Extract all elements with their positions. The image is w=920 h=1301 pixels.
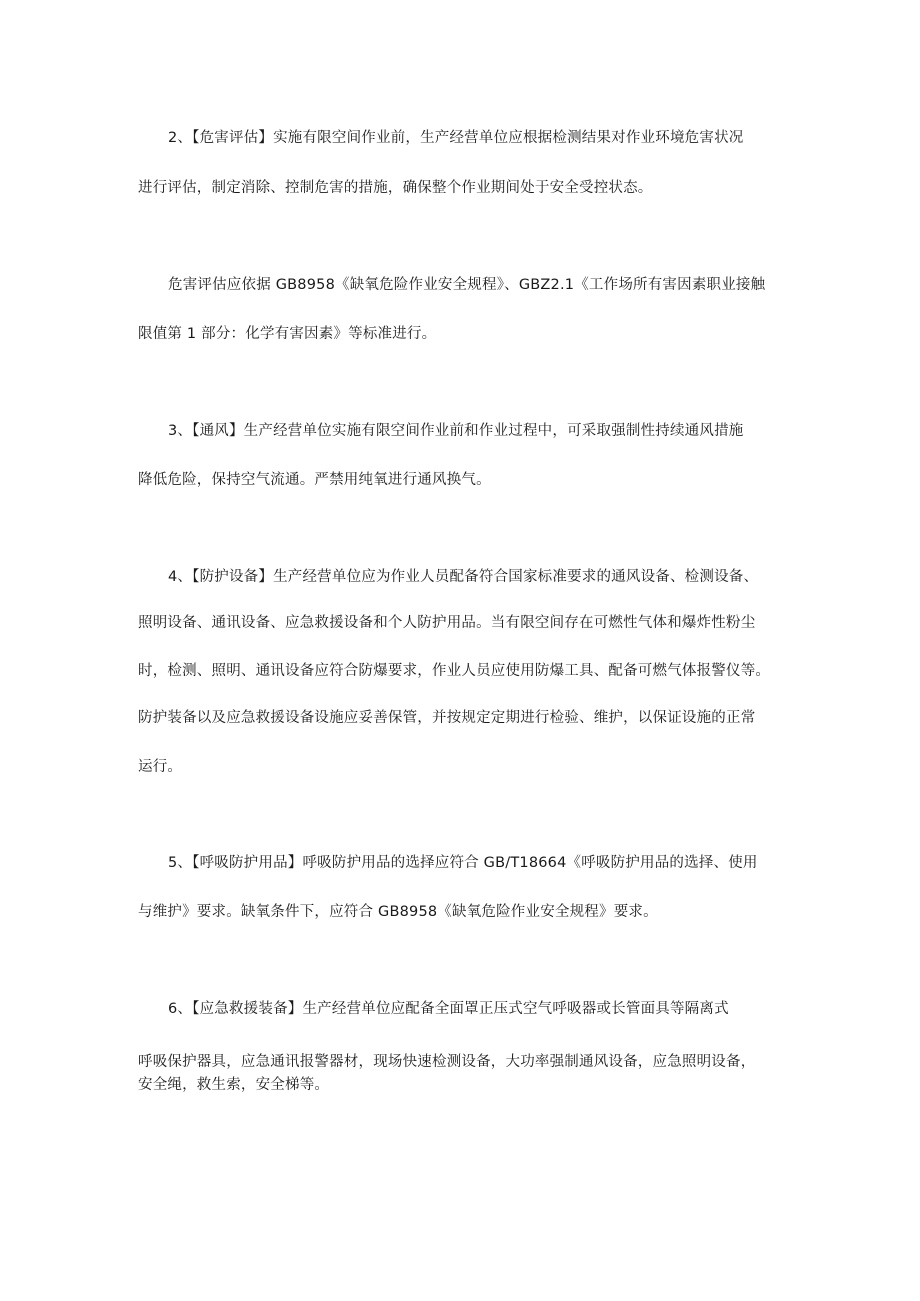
paragraph-5-line-2: 与维护》要求。缺氧条件下，应符合 GB8958《缺氧危险作业安全规程》要求。 — [138, 904, 658, 920]
paragraph-6-line-1: 6、【应急救援装备】生产经营单位应配备全面罩正压式空气呼吸器或长管面具等隔离式 — [168, 1001, 729, 1017]
paragraph-2-line-1: 2、【危害评估】实施有限空间作业前，生产经营单位应根据检测结果对作业环境危害状况 — [168, 130, 744, 146]
paragraph-4-line-3: 时，检测、照明、通讯设备应符合防爆要求，作业人员应使用防爆工具、配备可燃气体报警仪等。 — [138, 663, 771, 679]
hazard-basis-line-2: 限值第 1 部分：化学有害因素》等标准进行。 — [138, 326, 437, 342]
paragraph-4-line-1: 4、【防护设备】生产经营单位应为作业人员配备符合国家标准要求的通风设备、检测设备、 — [168, 569, 759, 585]
hazard-basis-line-1: 危害评估应依据 GB8958《缺氧危险作业安全规程》、GBZ2.1《工作场所有害因素职业接触 — [168, 277, 766, 293]
paragraph-3-line-2: 降低危险，保持空气流通。严禁用纯氧进行通风换气。 — [138, 472, 491, 488]
paragraph-4-line-5: 运行。 — [138, 759, 183, 775]
paragraph-5-line-1: 5、【呼吸防护用品】呼吸防护用品的选择应符合 GB/T18664《呼吸防护用品的选择、使用 — [168, 855, 758, 871]
paragraph-4-line-2: 照明设备、通讯设备、应急救援设备和个人防护用品。当有限空间存在可燃性气体和爆炸性粉尘 — [138, 615, 756, 631]
paragraph-3-line-1: 3、【通风】生产经营单位实施有限空间作业前和作业过程中，可采取强制性持续通风措施 — [168, 423, 744, 439]
paragraph-2-line-2: 进行评估，制定消除、控制危害的措施，确保整个作业期间处于安全受控状态。 — [138, 180, 653, 196]
paragraph-4-line-4: 防护装备以及应急救援设备设施应妥善保管，并按规定定期进行检验、维护，以保证设施的正常 — [138, 710, 756, 726]
paragraph-6-line-2: 呼吸保护器具，应急通讯报警器材，现场快速检测设备，大功率强制通风设备，应急照明设备，安全绳，救生索，安全梯等。 — [138, 1054, 756, 1093]
